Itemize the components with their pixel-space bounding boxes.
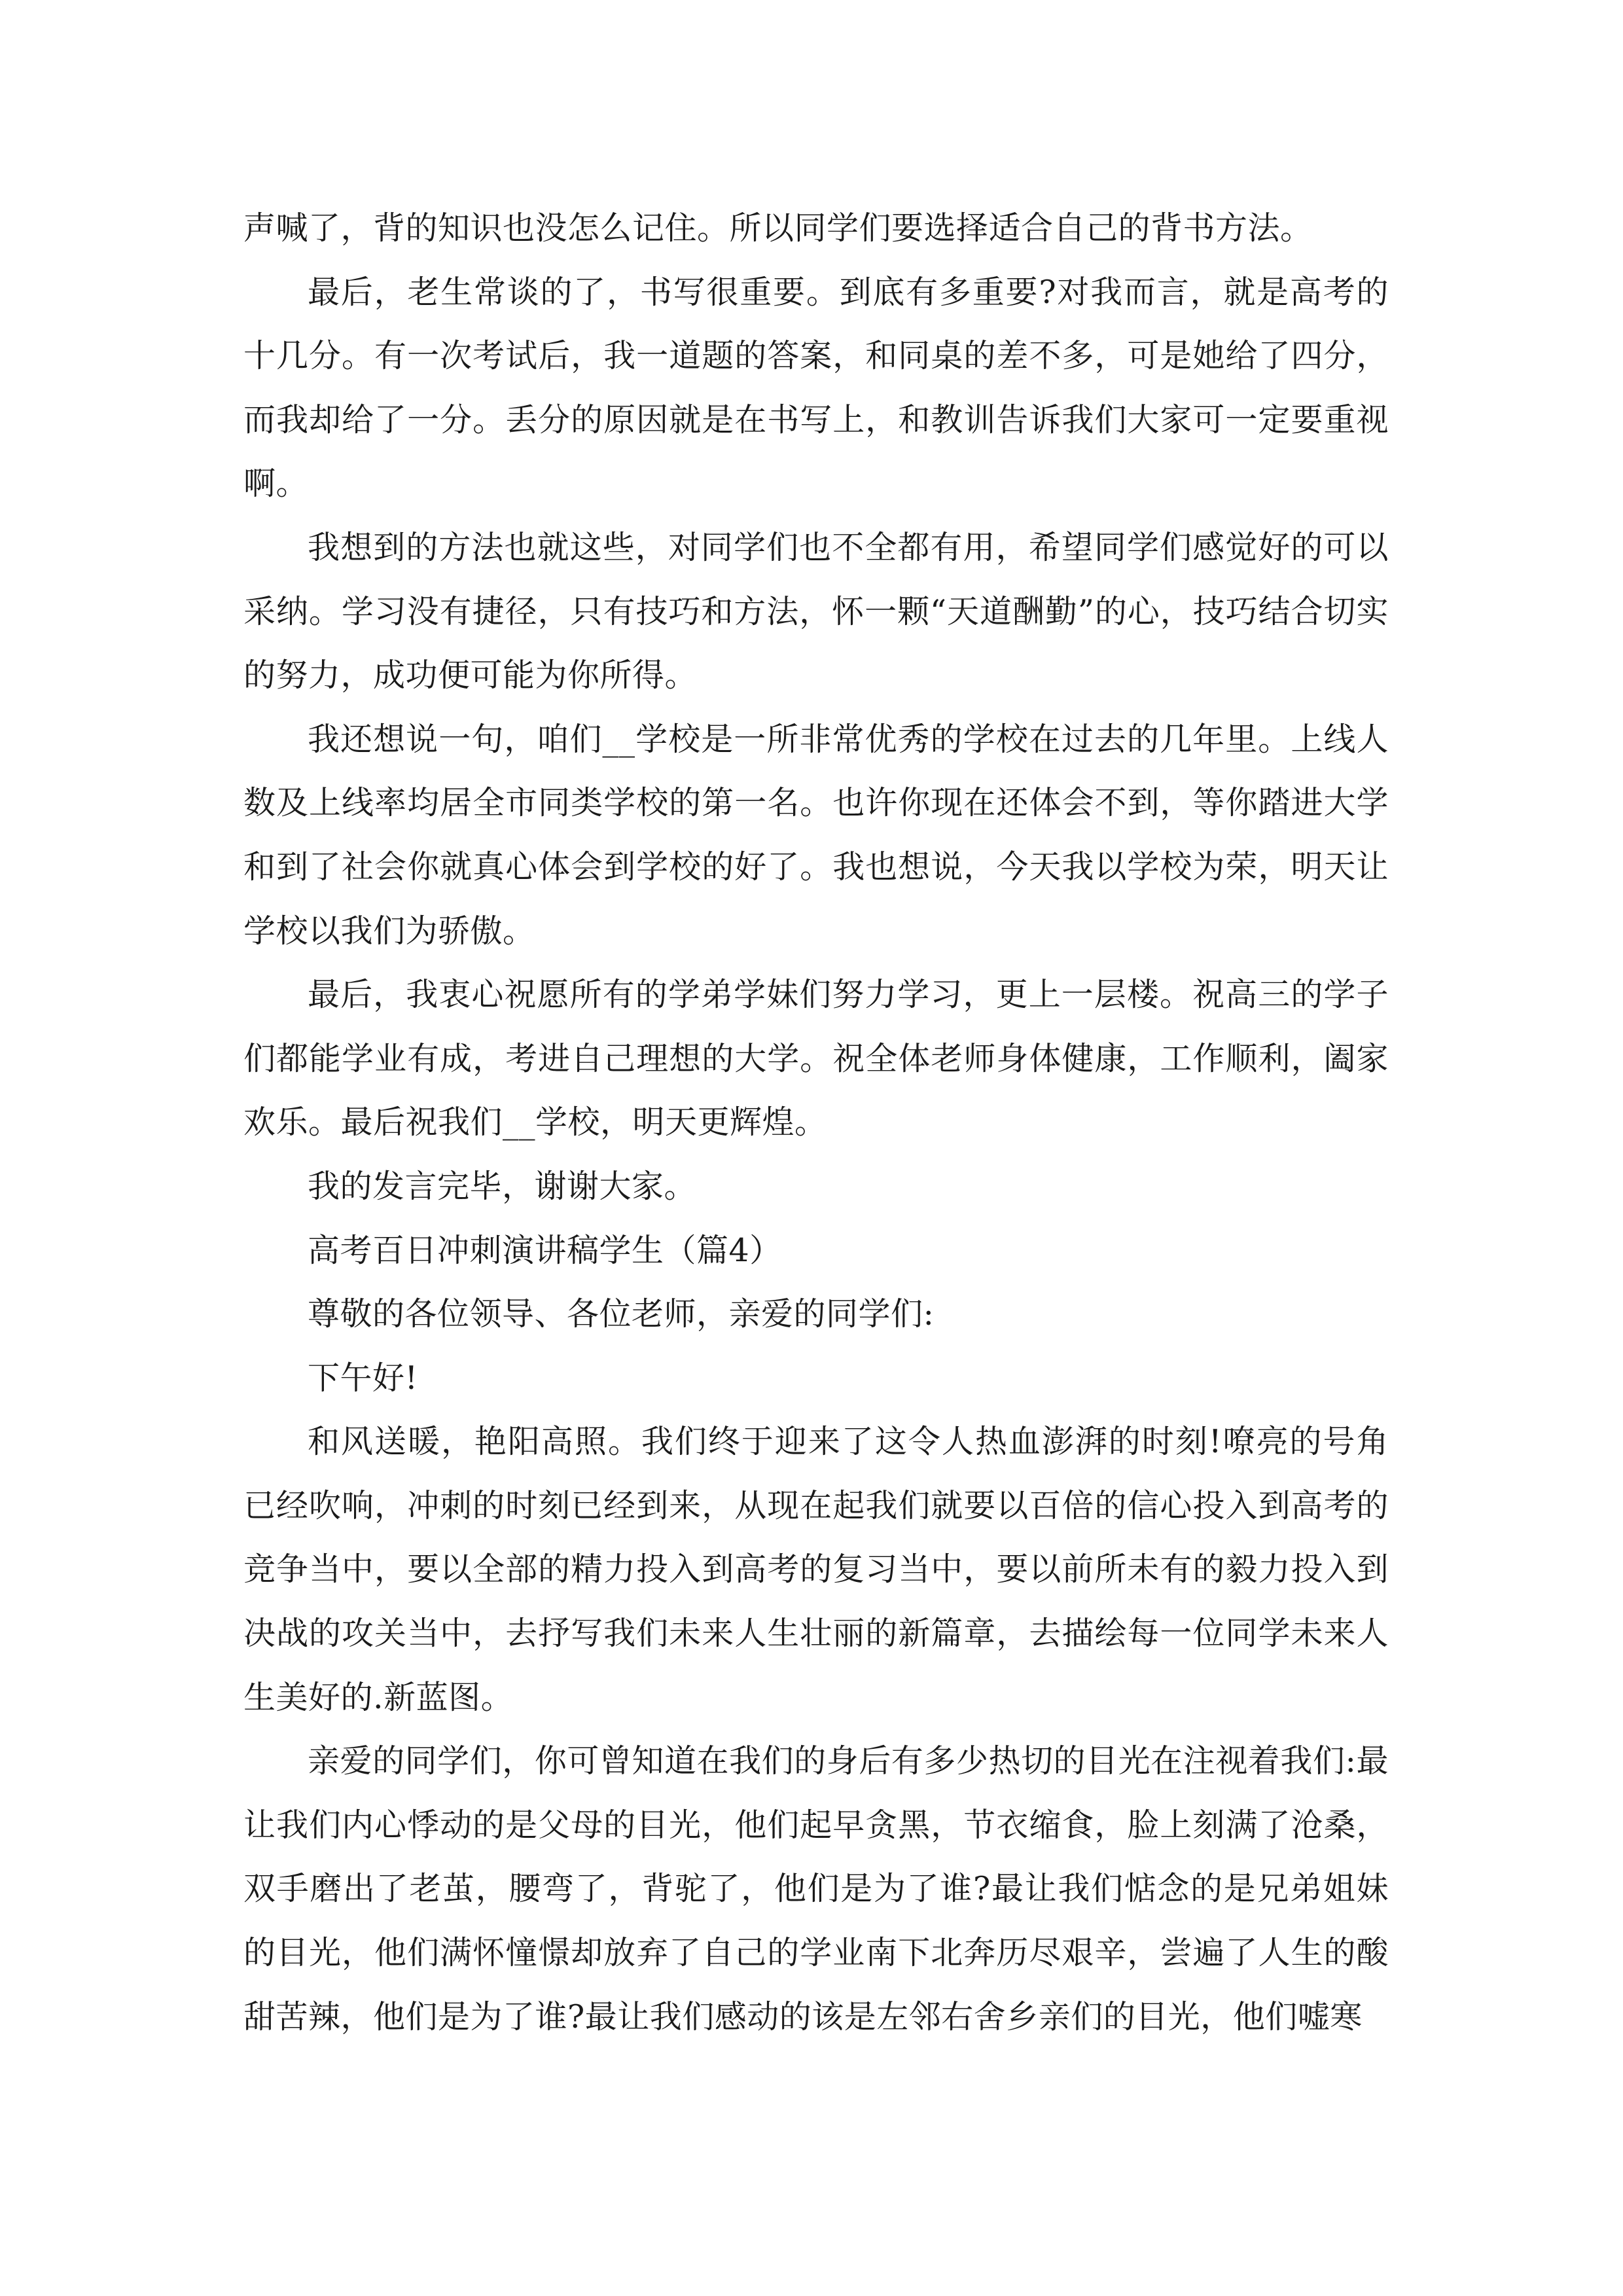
paragraph-wishes: 最后，我衷心祝愿所有的学弟学妹们努力学习，更上一层楼。祝高三的学子们都能学业有成，考进自己理想的大学。祝全体老师身体健康，工作顺利，阖家欢乐。最后祝我们__学校，明天更辉煌。 [243, 976, 1389, 1141]
document-body [243, 196, 1389, 2049]
paragraph-closing: 我的发言完毕，谢谢大家。 [308, 1167, 697, 1205]
paragraph-methods: 我想到的方法也就这些，对同学们也不全都有用，希望同学们感觉好的可以采纳。学习没有捷径，只有技巧和方法，怀一颗“天道酬勤”的心，技巧结合切实的努力，成功便可能为你所得。 [243, 528, 1389, 694]
paragraph-opening: 和风送暖，艳阳高照。我们终于迎来了这令人热血澎湃的时刻!嘹亮的号角已经吹响，冲刺的时刻已经到来，从现在起我们就要以百倍的信心投入到高考的竞争当中，要以全部的精力投入到高考的复习当中，要以前所未有的毅力投入到决战的攻关当中，去抒写我们未来人生壮丽的新篇章，去描绘每一位同学未来人生美好的.新蓝图。 [243, 1423, 1389, 1716]
paragraph-school: 我还想说一句，咱们__学校是一所非常优秀的学校在过去的几年里。上线人数及上线率均居全市同类学校的第一名。也许你现在还体会不到，等你踏进大学和到了社会你就真心体会到学校的好了。我也想说，今天我以学校为荣，明天让学校以我们为骄傲。 [243, 720, 1389, 950]
paragraph-continuation: 声喊了，背的知识也没怎么记住。所以同学们要选择适合自己的背书方法。 [243, 209, 1313, 247]
paragraph-handwriting: 最后，老生常谈的了，书写很重要。到底有多重要?对我而言，就是高考的十几分。有一次考试后，我一道题的答案，和同桌的差不多，可是她给了四分，而我却给了一分。丢分的原因就是在书写上，和教训告诉我们大家可一定要重视啊。 [243, 273, 1389, 503]
paragraph-gaze: 亲爱的同学们，你可曾知道在我们的身后有多少热切的目光在注视着我们:最让我们内心悸动的是父母的目光，他们起早贪黑，节衣缩食，脸上刻满了沧桑，双手磨出了老茧，腰弯了，背驼了，他们是为了谁?最让我们惦念的是兄弟姐妹的目光，他们满怀憧憬却放弃了自己的学业南下北奔历尽艰辛，尝遍了人生的酸甜苦辣，他们是为了谁?最让我们感动的该是左邻右舍乡亲们的目光，他们嘘寒 [243, 1742, 1389, 2036]
greeting: 下午好! [308, 1359, 418, 1397]
salutation: 尊敬的各位领导、各位老师，亲爱的同学们: [308, 1295, 935, 1333]
section-title: 高考百日冲刺演讲稿学生（篇4） [308, 1231, 782, 1269]
